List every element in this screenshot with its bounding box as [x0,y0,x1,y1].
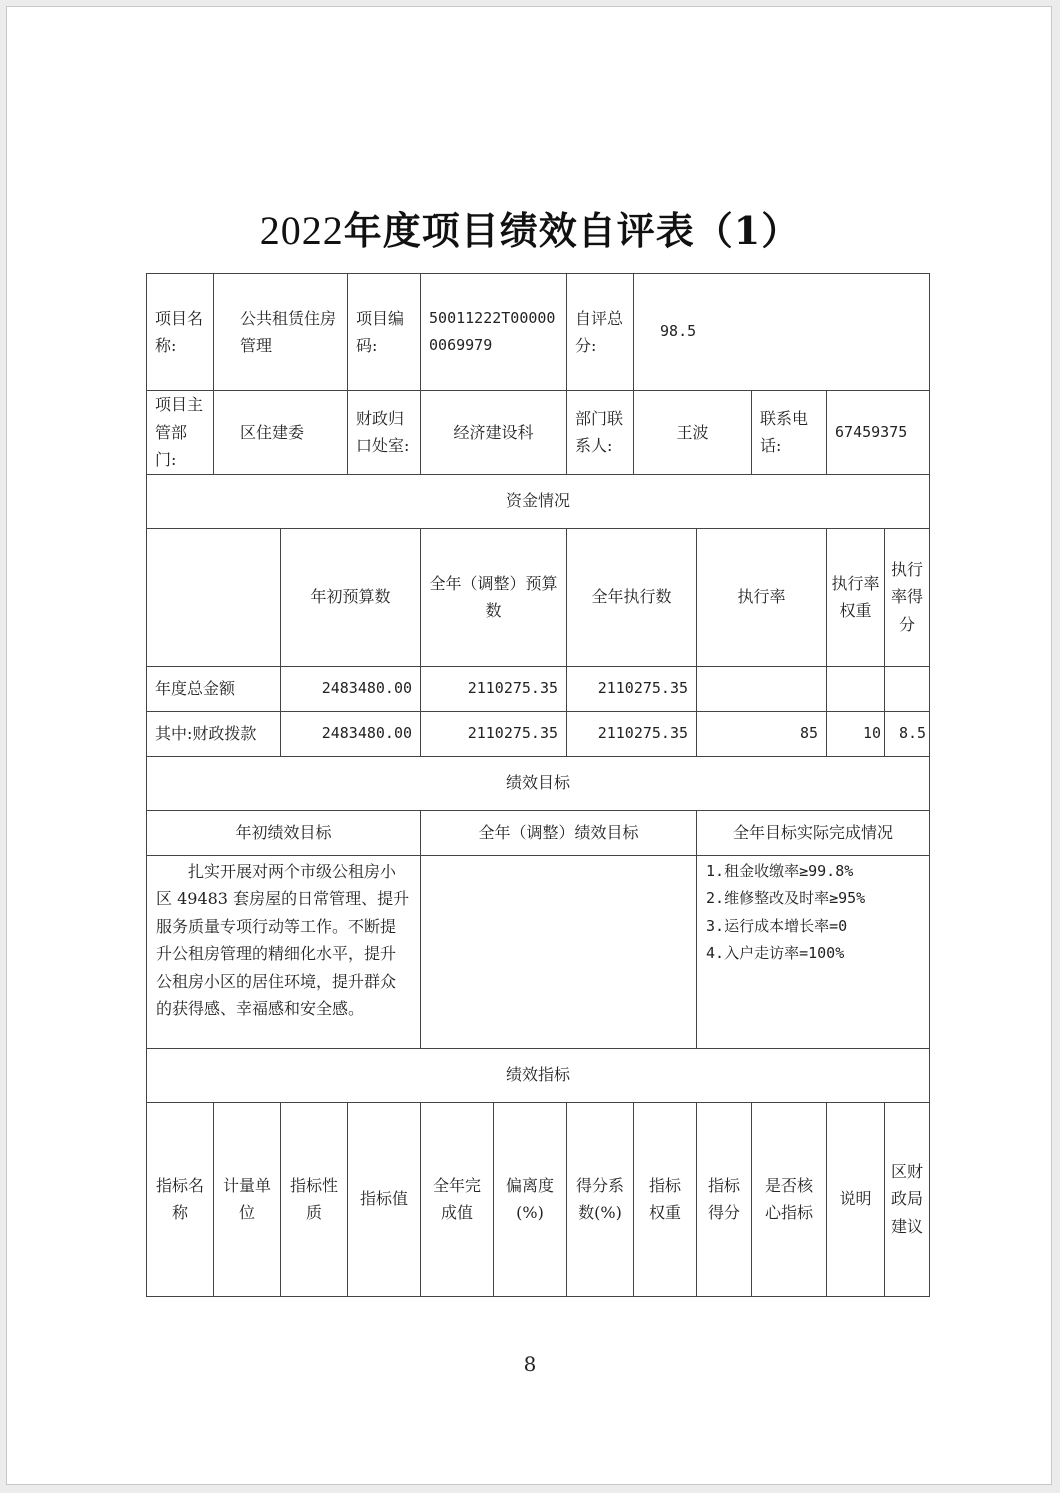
phone-label: 联系电话: [752,391,827,475]
header-rate-weight: 执行率权重 [827,528,885,666]
list-item: 2.维修整改及时率≥95% [706,889,866,907]
initial-goal-text: 扎实开展对两个市级公租房小区 49483 套房屋的日常管理、提升服务质量专项行动等工作。不断提升公租房管理的精细化水平，提升公租房小区的居住环境，提升群众的获得感、幸福感和安全感。 [147,855,421,1048]
table-row [147,711,930,756]
contact-value: 王波 [634,391,752,475]
header-rate-score: 执行率得分 [885,528,930,666]
header-initial-budget: 年初预算数 [281,528,421,666]
header-indicator-name: 指标名称 [147,1102,214,1296]
project-code-value: 50011222T000000069979 [421,274,567,391]
project-code-label: 项目编码: [348,274,421,391]
header-indicator-score: 指标得分 [697,1102,752,1296]
rate-score-value: 8.5 [885,711,930,756]
initial-budget-value: 2483480.00 [281,666,421,711]
adjusted-budget-value: 2110275.35 [421,711,567,756]
project-name-value: 公共租赁住房管理 [214,274,348,391]
row-label: 年度总金额 [147,666,281,711]
rate-weight-value [827,666,885,711]
header-indicator-value: 指标值 [348,1102,421,1296]
rate-weight-value: 10 [827,711,885,756]
header-deviation: 偏离度(%) [494,1102,567,1296]
score-label: 自评总分: [567,274,634,391]
exec-rate-value [697,666,827,711]
goals-section-title: 绩效目标 [147,756,930,810]
header-core-indicator: 是否核心指标 [752,1102,827,1296]
title-text: 年度项目绩效自评表（1） [343,208,801,253]
project-name-label: 项目名称: [147,274,214,391]
phone-value: 67459375 [827,391,930,475]
table-row [147,666,930,711]
funds-section-title: 资金情况 [147,474,930,528]
initial-budget-value: 2483480.00 [281,711,421,756]
actual-completion-list [697,855,930,1048]
funds-header-blank [147,528,281,666]
title-year: 2022 [259,208,344,253]
executed-value: 2110275.35 [567,666,697,711]
rate-score-value [885,666,930,711]
adjusted-goal-text [421,855,697,1048]
list-item: 1.租金收缴率≥99.8% [706,861,854,880]
indicators-section-title: 绩效指标 [147,1048,930,1102]
page-number: 8 [523,1352,537,1376]
score-value: 98.5 [634,274,930,391]
header-executed: 全年执行数 [567,528,697,666]
finance-value: 经济建设科 [421,391,567,475]
dept-value: 区住建委 [214,391,348,475]
dept-label: 项目主管部门: [147,391,214,475]
header-note: 说明 [827,1102,885,1296]
evaluation-table [146,273,930,1297]
list-item: 4.入户走访率=100% [706,944,845,962]
header-nature: 指标性质 [281,1102,348,1296]
page-title [0,203,1060,259]
header-finance-advice: 区财政局建议 [885,1102,930,1296]
row-label: 其中:财政拨款 [147,711,281,756]
header-initial-goal: 年初绩效目标 [147,810,421,855]
header-adjusted-budget: 全年（调整）预算数 [421,528,567,666]
header-indicator-weight: 指标权重 [634,1102,697,1296]
adjusted-budget-value: 2110275.35 [421,666,567,711]
header-score-coef: 得分系数(%) [567,1102,634,1296]
header-exec-rate: 执行率 [697,528,827,666]
header-unit: 计量单位 [214,1102,281,1296]
contact-label: 部门联系人: [567,391,634,475]
exec-rate-value: 85 [697,711,827,756]
header-actual-completion: 全年目标实际完成情况 [697,810,930,855]
finance-label: 财政归口处室: [348,391,421,475]
header-adjusted-goal: 全年（调整）绩效目标 [421,810,697,855]
list-item: 3.运行成本增长率=0 [706,916,848,935]
header-completion: 全年完成值 [421,1102,494,1296]
executed-value: 2110275.35 [567,711,697,756]
